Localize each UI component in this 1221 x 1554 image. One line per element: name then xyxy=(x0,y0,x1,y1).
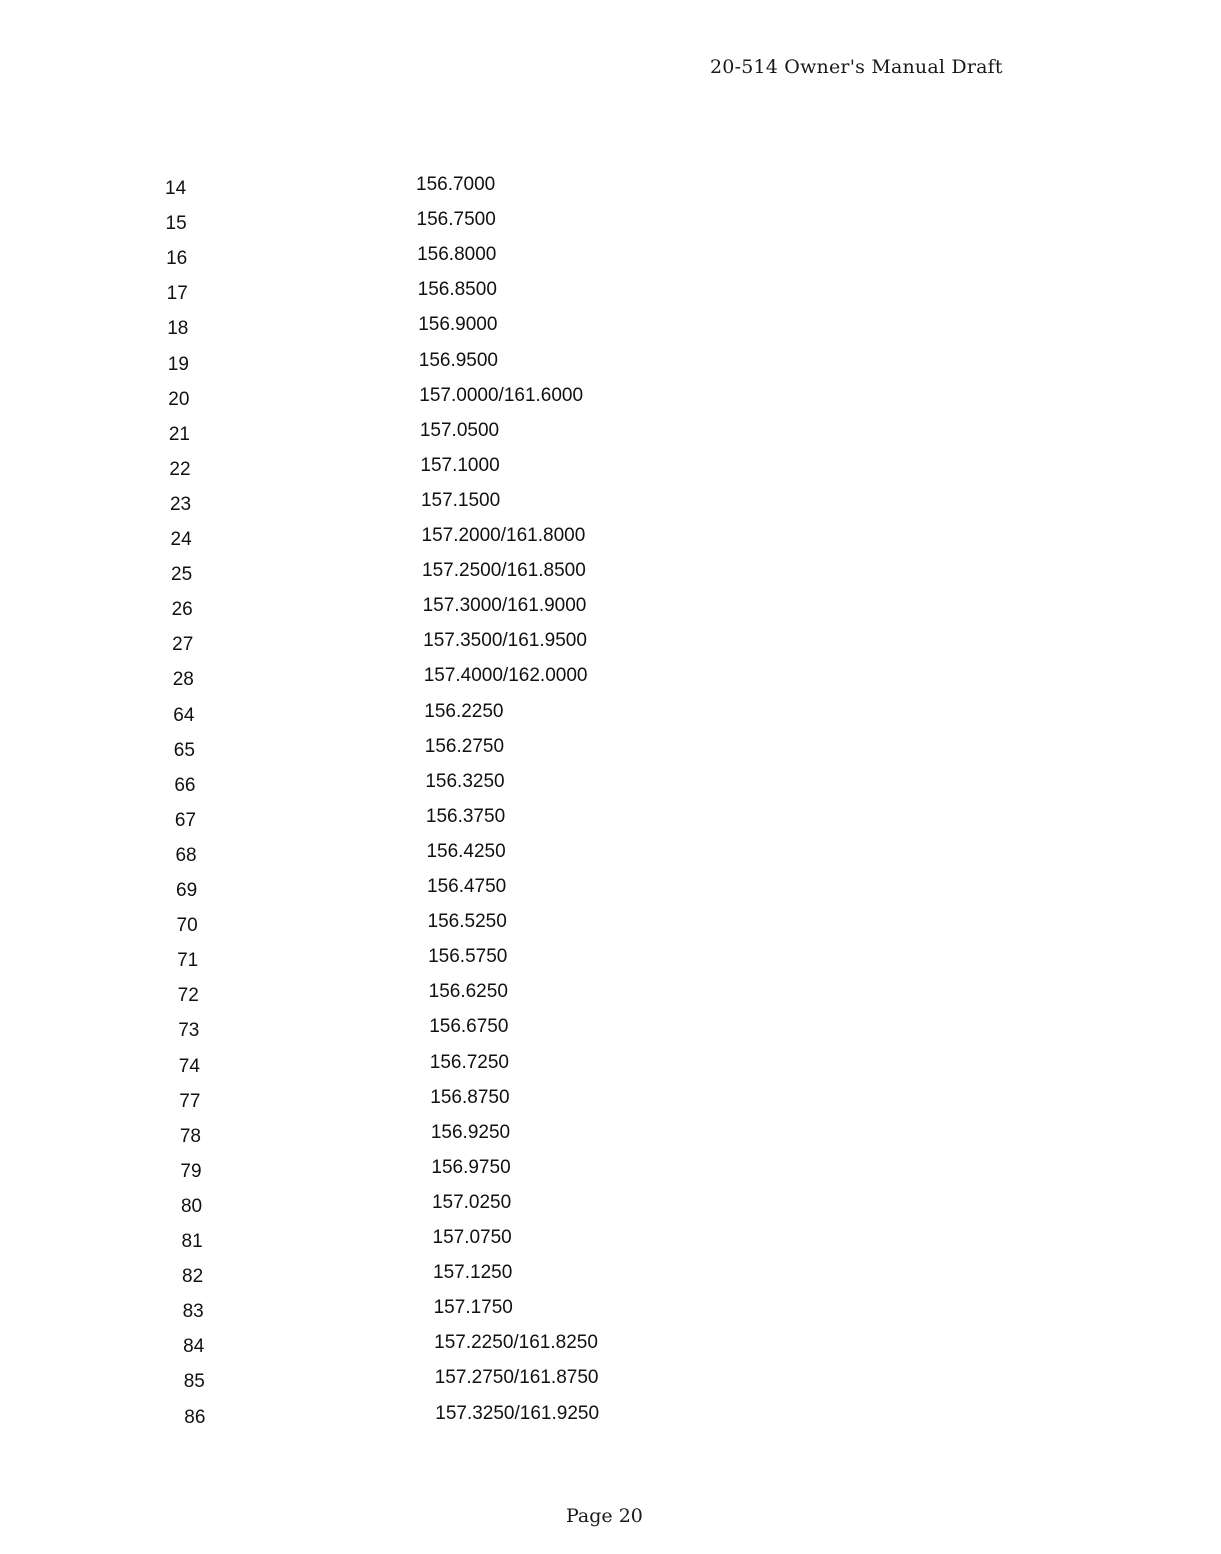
channel-number: 68 xyxy=(175,844,197,866)
channel-number: 70 xyxy=(176,915,198,937)
channel-number: 64 xyxy=(173,704,195,726)
channel-frequency: 157.4000/162.0000 xyxy=(423,665,588,687)
channel-number: 82 xyxy=(182,1266,204,1288)
channel-number: 66 xyxy=(174,774,196,796)
channel-frequency: 156.6750 xyxy=(429,1016,509,1038)
channel-frequency: 156.8500 xyxy=(417,279,497,301)
channel-frequency: 157.0500 xyxy=(419,419,500,441)
channel-frequency: 156.8750 xyxy=(430,1086,510,1108)
channel-frequency: 157.3250/161.9250 xyxy=(435,1402,600,1424)
channel-frequency: 157.2000/161.8000 xyxy=(421,525,586,546)
channel-frequency: 157.3000/161.9000 xyxy=(422,595,587,617)
channel-number: 69 xyxy=(176,880,198,901)
channel-number: 26 xyxy=(171,599,193,621)
channel-number: 22 xyxy=(169,458,191,480)
channel-number: 17 xyxy=(166,283,188,305)
channel-frequency: 156.9750 xyxy=(431,1156,511,1178)
channel-number: 78 xyxy=(179,1125,201,1147)
channel-number: 85 xyxy=(183,1371,205,1393)
channel-frequency: 157.2750/161.8750 xyxy=(434,1367,599,1389)
channel-frequency: 156.7250 xyxy=(429,1051,509,1073)
channel-frequency: 157.0000/161.6000 xyxy=(419,384,584,406)
channel-number: 81 xyxy=(181,1231,203,1252)
channel-number: 20 xyxy=(168,388,190,410)
channel-number: 67 xyxy=(174,809,197,831)
channel-number: 80 xyxy=(180,1195,203,1217)
channel-frequency: 157.0750 xyxy=(432,1227,512,1248)
channel-frequency: 156.5750 xyxy=(428,946,508,968)
channel-number: 16 xyxy=(166,248,188,270)
channel-number: 25 xyxy=(171,564,193,586)
channel-number: 18 xyxy=(167,318,189,340)
channel-number: 24 xyxy=(170,529,192,550)
channel-number: 74 xyxy=(178,1055,200,1077)
channel-number: 86 xyxy=(184,1406,206,1428)
page-number: Page 20 xyxy=(566,1505,643,1527)
channel-number: 14 xyxy=(165,178,187,199)
channel-number: 71 xyxy=(177,950,199,972)
channel-frequency: 156.9250 xyxy=(430,1121,511,1143)
channel-frequency: 156.7500 xyxy=(416,209,496,231)
channel-frequency: 156.9000 xyxy=(418,314,498,336)
channel-frequency: 156.9500 xyxy=(418,349,498,371)
channel-number: 77 xyxy=(179,1090,201,1112)
channel-number: 19 xyxy=(167,353,189,375)
channel-frequency: 156.4750 xyxy=(427,876,507,897)
channel-frequency: 156.3250 xyxy=(425,770,505,792)
channel-number: 27 xyxy=(172,634,194,656)
channel-frequency: 156.7000 xyxy=(416,174,496,195)
channel-number: 23 xyxy=(169,493,192,515)
channel-number: 83 xyxy=(182,1301,204,1323)
channel-frequency: 156.5250 xyxy=(427,911,507,933)
channel-number: 15 xyxy=(165,213,187,235)
channel-frequency: 157.0250 xyxy=(431,1191,512,1213)
channel-number: 72 xyxy=(177,985,199,1007)
channel-frequency: 157.1000 xyxy=(420,454,500,476)
channel-number: 28 xyxy=(172,669,194,691)
channel-frequency: 156.4250 xyxy=(426,840,506,862)
page-header-title: 20-514 Owner's Manual Draft xyxy=(710,56,1003,78)
channel-number: 73 xyxy=(178,1020,200,1042)
channel-frequency: 157.3500/161.9500 xyxy=(423,630,587,652)
channel-frequency: 157.1250 xyxy=(433,1262,513,1284)
channel-frequency: 157.2500/161.8500 xyxy=(422,560,586,582)
channel-frequency: 157.1500 xyxy=(420,489,501,511)
channel-frequency: 156.6250 xyxy=(428,981,508,1003)
channel-frequency: 157.1750 xyxy=(433,1297,513,1319)
channel-number: 65 xyxy=(173,739,195,761)
channel-frequency: 156.3750 xyxy=(425,805,506,827)
channel-frequency: 156.2250 xyxy=(424,700,504,722)
channel-frequency: 156.2750 xyxy=(424,735,505,757)
channel-number: 21 xyxy=(168,423,190,445)
channel-frequency: 156.8000 xyxy=(417,244,497,266)
channel-number: 79 xyxy=(180,1160,202,1182)
channel-number: 84 xyxy=(183,1336,205,1358)
channel-frequency: 157.2250/161.8250 xyxy=(434,1332,598,1354)
